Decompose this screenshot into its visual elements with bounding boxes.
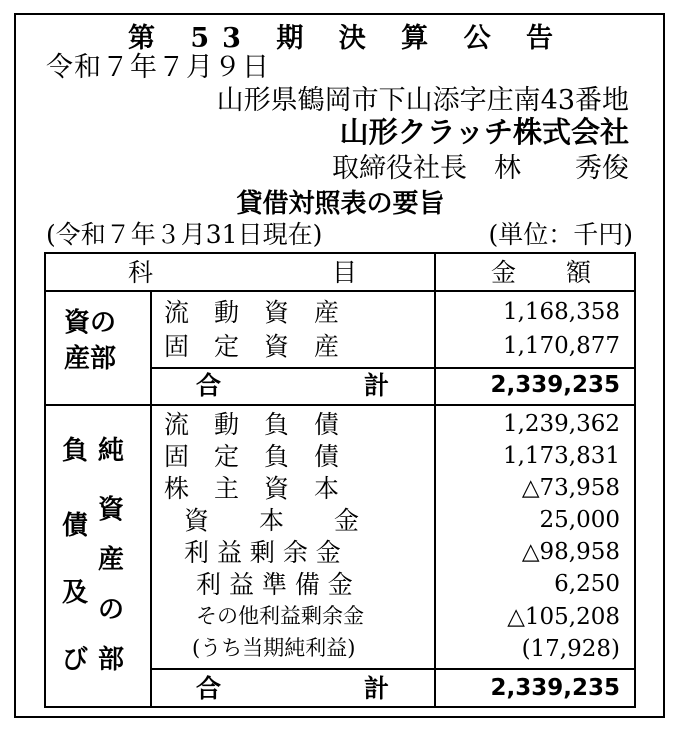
liab-total-divider — [150, 668, 634, 670]
header-subject: 科 — [128, 258, 154, 287]
liab-row-value: △105,208 — [507, 604, 620, 630]
liab-row-label: 固 定 負 債 — [164, 442, 340, 471]
company-address: 山形県鶴岡市下山添字庄南43番地 — [216, 85, 629, 116]
liab-label-char: 及 — [62, 578, 89, 608]
assets-label-line2: 産部 — [64, 344, 117, 374]
liab-row-value: △73,958 — [521, 475, 620, 501]
liab-row-label: 利 益 準 備 金 — [196, 570, 353, 599]
liab-row-label: 利 益 剰 余 金 — [184, 538, 341, 567]
liab-row-value: 25,000 — [539, 507, 620, 533]
assets-total-value: 2,339,235 — [490, 372, 620, 398]
header-amount: 金 額 — [490, 258, 591, 287]
liab-row-value: 1,173,831 — [502, 443, 620, 469]
net-assets-label-char: の — [98, 595, 125, 625]
as-of-date: (令和７年３月31日現在) — [46, 220, 323, 249]
net-assets-label-char: 部 — [98, 645, 125, 675]
liab-label-char: び — [62, 645, 89, 675]
assets-total-divider — [150, 367, 634, 369]
liab-row-label: 流 動 負 債 — [164, 410, 340, 439]
asset-row-label: 流 動 資 産 — [164, 298, 340, 327]
liab-row-value: △98,958 — [521, 539, 620, 565]
notice-title: 第 53 期 決 算 公 告 — [128, 23, 566, 54]
liab-row-label: (うち当期純利益) — [192, 636, 356, 660]
header-item: 目 — [332, 258, 358, 287]
liab-row-value: 6,250 — [554, 571, 620, 597]
assets-label-line1: 資の — [64, 308, 117, 338]
company-name: 山形クラッチ株式会社 — [339, 115, 629, 149]
liab-total-label-b: 計 — [364, 674, 390, 703]
assets-total-label-b: 計 — [364, 371, 390, 400]
liab-label-char: 債 — [62, 511, 89, 541]
net-assets-label-char: 産 — [98, 545, 125, 575]
liab-total-label-a: 合 — [196, 674, 222, 703]
liab-label-char: 負 — [62, 436, 89, 466]
label-column-divider — [150, 290, 152, 706]
asset-row-value: 1,168,358 — [502, 299, 620, 325]
liab-row-label: 資 本 金 — [184, 506, 360, 535]
header-divider — [46, 290, 634, 292]
assets-total-label-a: 合 — [196, 371, 222, 400]
balance-sheet-table — [44, 252, 636, 708]
notice-date: 令和７年７月９日 — [46, 52, 270, 83]
net-assets-label-char: 純 — [98, 436, 125, 466]
asset-row-label: 固 定 資 産 — [164, 332, 340, 361]
liab-row-label: 株 主 資 本 — [164, 474, 340, 503]
balance-sheet-title: 貸借対照表の要旨 — [236, 189, 445, 219]
asset-row-value: 1,170,877 — [502, 333, 620, 359]
liab-total-value: 2,339,235 — [490, 675, 620, 701]
liab-row-label: その他利益剰余金 — [196, 604, 364, 628]
liab-row-value: (17,928) — [521, 636, 620, 662]
liab-row-value: 1,239,362 — [502, 411, 620, 437]
net-assets-label-char: 資 — [98, 495, 125, 525]
assets-divider — [46, 404, 634, 406]
representative: 取締役社長 林 秀俊 — [332, 153, 629, 184]
unit-label: (単位：千円) — [488, 220, 633, 249]
